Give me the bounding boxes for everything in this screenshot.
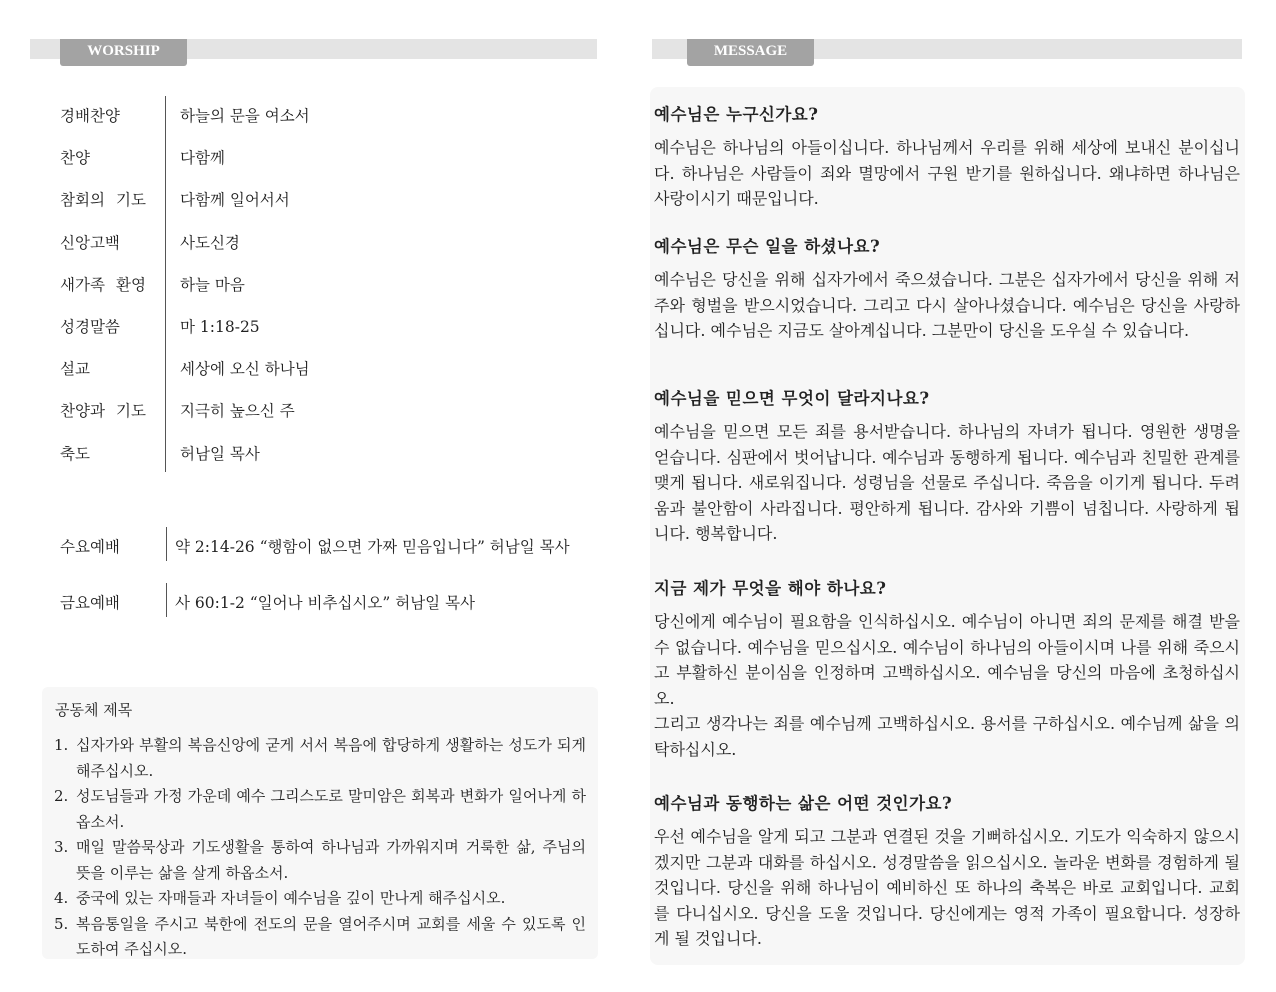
order-label: 설교 [60, 360, 90, 379]
order-value: 하늘의 문을 여소서 [180, 107, 310, 125]
worship-header-bar [30, 39, 597, 59]
order-value: 다함께 일어서서 [180, 191, 290, 210]
service-label: 수요예배 [60, 538, 120, 556]
order-value: 세상에 오신 하나님 [180, 360, 310, 379]
order-label: 성경말씀 [60, 317, 120, 336]
order-label: 찬양과 기도 [60, 402, 146, 421]
order-value: 사도신경 [180, 233, 240, 252]
message-question: 예수님을 믿으면 무엇이 달라지나요? [654, 389, 930, 408]
prayer-number: 5. [54, 914, 69, 933]
message-answer: 예수님을 믿으면 모든 죄를 용서받습니다. 하나님의 자녀가 됩니다. 영원한 생명을 얻습니다. 심판에서 벗어납니다. 예수님과 동행하게 됩니다. 예수님과 친밀한 관계를 맺게 됩니다. 새로워집니다. 성령님을 선물로 주십니다. 죽음을 이기게 됩니다. 두려움과 불안함이 사라집니다. 평안하게 됩니다. 감사와 기쁨이 넘칩니다. 사랑하게 됩니다. 행복합니다. [654, 422, 1240, 543]
service-divider [166, 583, 167, 617]
service-value: 사 60:1-2 “일어나 비추십시오” 허남일 목사 [175, 594, 476, 612]
prayer-item [54, 912, 586, 963]
prayer-text: 매일 말씀묵상과 기도생활을 통하여 하나님과 가까워지며 거룩한 삶, 주님의 뜻을 이루는 삶을 살게 하옵소서. [76, 838, 586, 882]
prayer-text: 복음통일을 주시고 북한에 전도의 문을 열어주시며 교회를 세울 수 있도록 인도하여 주십시오. [76, 914, 586, 958]
message-tab: MESSAGE [687, 39, 814, 66]
order-row [42, 136, 602, 178]
message-panel [650, 87, 1245, 965]
message-header-bar [652, 39, 1242, 59]
prayer-number: 2. [54, 787, 69, 805]
message-question: 예수님은 누구신가요? [654, 105, 819, 124]
order-value: 마 1:18-25 [180, 317, 260, 336]
order-row [42, 432, 602, 474]
prayer-number: 3. [54, 838, 69, 856]
order-label: 축도 [60, 444, 90, 463]
order-label: 신앙고백 [60, 233, 120, 252]
order-value: 다함께 [180, 149, 225, 168]
message-section [654, 101, 1240, 212]
prayer-number: 4. [54, 889, 69, 907]
worship-tab: WORSHIP [60, 39, 187, 66]
prayer-list [54, 733, 586, 963]
order-value: 하늘 마음 [180, 275, 245, 294]
message-question: 지금 제가 무엇을 해야 하나요? [654, 579, 887, 598]
prayer-text: 성도님들과 가정 가운데 예수 그리스도로 말미암은 회복과 변화가 일어나게 하옵소서. [76, 787, 586, 831]
service-row-friday [42, 583, 612, 617]
prayer-title: 공동체 제목 [55, 701, 133, 719]
service-row-wednesday [42, 527, 612, 561]
message-question: 예수님과 동행하는 삶은 어떤 것인가요? [654, 794, 953, 813]
message-answer: 당신에게 예수님이 필요함을 인식하십시오. 예수님이 아니면 죄의 문제를 해결 받을 수 없습니다. 예수님을 믿으십시오. 예수님이 하나님의 아들이시며 나를 위해 죽으시고 부활하신 분이심을 인정하며 고백하십시오. 예수님을 당신의 마음에 초청하십시오. 그리고 생각나는 죄를 예수님께 고백하십시오. 용서를 구하십시오. 예수님께 삶을 의탁하십시오. [654, 612, 1240, 759]
order-row [42, 305, 602, 347]
order-row [42, 94, 602, 136]
prayer-item [54, 784, 586, 835]
order-row [42, 178, 602, 220]
prayer-number: 1. [54, 736, 69, 754]
order-row [42, 347, 602, 389]
prayer-item [54, 835, 586, 886]
order-value: 지극히 높으신 주 [180, 402, 295, 421]
prayer-item [54, 886, 586, 912]
service-divider [166, 527, 167, 561]
prayer-text: 십자가와 부활의 복음신앙에 굳게 서서 복음에 합당하게 생활하는 성도가 되게 해주십시오. [76, 736, 586, 780]
prayer-text: 중국에 있는 자매들과 자녀들이 예수님을 깊이 만나게 해주십시오. [76, 889, 506, 907]
prayer-box [42, 687, 598, 959]
message-question: 예수님은 무슨 일을 하셨나요? [654, 237, 881, 256]
order-row [42, 221, 602, 263]
message-answer: 예수님은 하나님의 아들이십니다. 하나님께서 우리를 위해 세상에 보내신 분이십니다. 하나님은 사람들이 죄와 멸망에서 구원 받기를 원하십니다. 왜냐하면 하나님은 사랑이시기 때문입니다. [654, 138, 1240, 208]
message-answer: 우선 예수님을 알게 되고 그분과 연결된 것을 기뻐하십시오. 기도가 익숙하지 않으시겠지만 그분과 대화를 하십시오. 성경말씀을 읽으십시오. 놀라운 변화를 경험하게 될 것입니다. 당신을 위해 하나님이 예비하신 또 하나의 축복은 바로 교회입니다. 교회를 다니십시오. 당신을 도울 것입니다. 당신에게는 영적 가족이 필요합니다. 성장하게 될 것입니다. [654, 827, 1240, 948]
order-divider [165, 96, 166, 472]
order-label: 새가족 환영 [60, 275, 146, 294]
message-section [654, 233, 1240, 344]
service-value: 약 2:14-26 “행함이 없으면 가짜 믿음입니다” 허남일 목사 [175, 538, 570, 556]
prayer-item [54, 733, 586, 784]
order-label: 참회의 기도 [60, 191, 146, 210]
message-section [654, 385, 1240, 547]
order-row [42, 389, 602, 431]
worship-order [42, 94, 602, 474]
service-label: 금요예배 [60, 594, 120, 612]
order-label: 찬양 [60, 149, 90, 168]
order-row [42, 263, 602, 305]
message-section [654, 575, 1240, 762]
order-value: 허남일 목사 [180, 444, 260, 463]
message-answer: 예수님은 당신을 위해 십자가에서 죽으셨습니다. 그분은 십자가에서 당신을 위해 저주와 형벌을 받으시었습니다. 그리고 다시 살아나셨습니다. 예수님은 당신을 사랑하십니다. 예수님은 지금도 살아계십니다. 그분만이 당신을 도우실 수 있습니다. [654, 270, 1240, 340]
message-section [654, 790, 1240, 952]
order-label: 경배찬양 [60, 107, 120, 125]
